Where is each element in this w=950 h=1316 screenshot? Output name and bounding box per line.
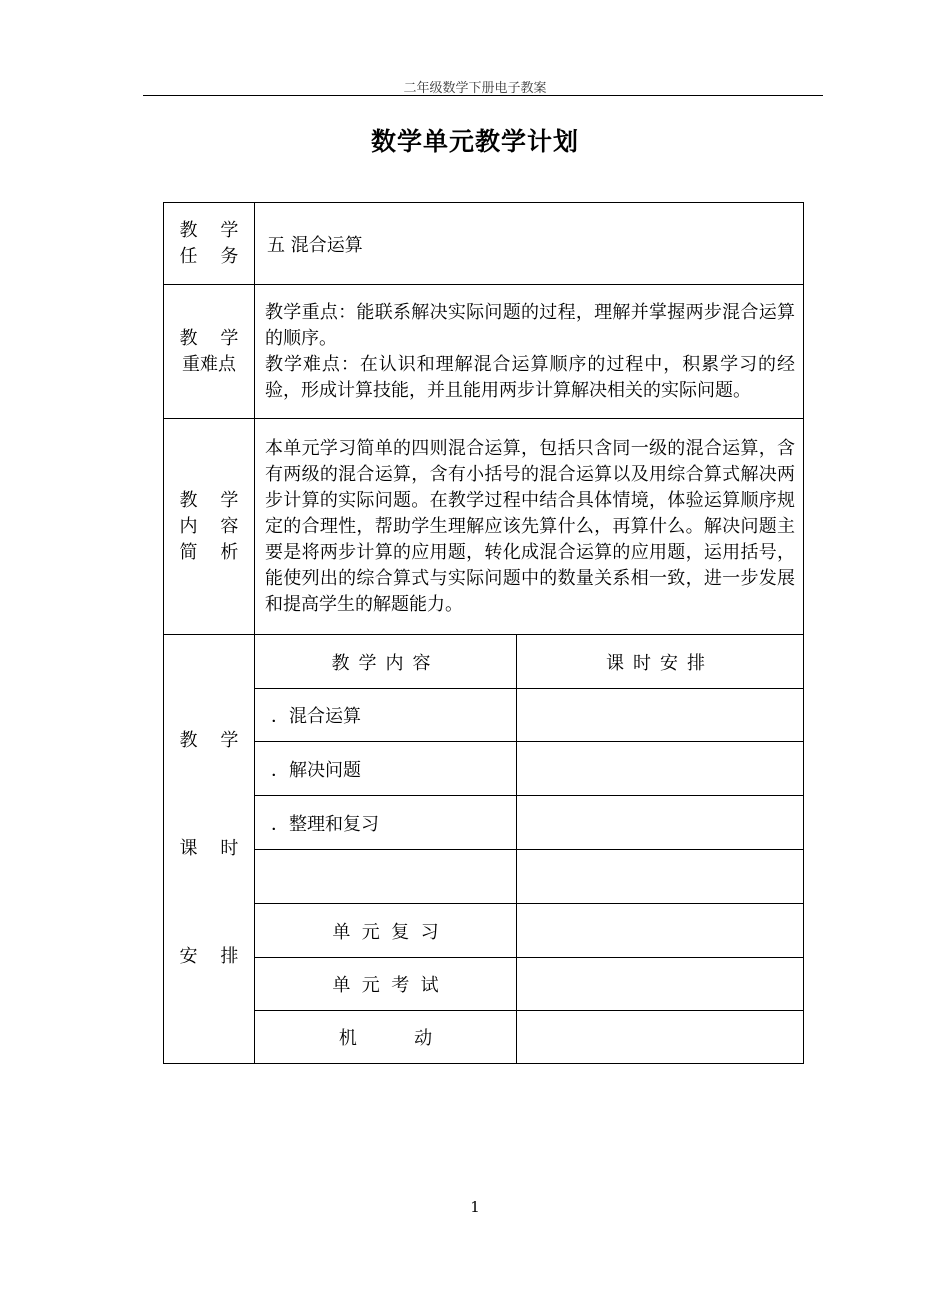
col-hours-header: 课时安排: [517, 635, 804, 689]
schedule-item: ．整理和复习: [255, 796, 517, 850]
table-row: [164, 850, 804, 904]
table-row: [164, 904, 804, 958]
header-rule: [143, 95, 823, 96]
table-row: [164, 742, 804, 796]
schedule-hours: [517, 796, 804, 850]
key-focus: 教学重点：能联系解决实际问题的过程，理解并掌握两步混合运算的顺序。: [265, 301, 796, 349]
unit-review-hours: [517, 904, 804, 958]
table-row: [164, 958, 804, 1011]
col-content-header: 教学内容: [255, 635, 517, 689]
row-content: [164, 419, 804, 635]
table-row: [164, 796, 804, 850]
schedule-header-row: [164, 635, 804, 689]
table-row: [164, 689, 804, 742]
page-title: 数学单元教学计划: [370, 127, 579, 156]
key-difficulty: 教学难点：在认识和理解混合运算顺序的过程中，积累学习的经验，形成计算技能，并且能用两步计算解决相关的实际问题。: [265, 353, 796, 401]
label-task: 教 学 任 务: [164, 203, 255, 285]
page-header: 二年级数学下册电子教案: [403, 81, 547, 96]
key-points-cell: [255, 285, 804, 419]
unit-exam: 单 元 考 试: [255, 958, 517, 1011]
schedule-hours: [517, 850, 804, 904]
plan-table: [163, 202, 804, 1064]
unit-review: 单 元 复 习: [255, 904, 517, 958]
table-row: [164, 1011, 804, 1064]
row-key-points: [164, 285, 804, 419]
schedule-hours: [517, 742, 804, 796]
unit-exam-hours: [517, 958, 804, 1011]
task-value: 五 混合运算: [255, 203, 804, 285]
flexible-hours: [517, 1011, 804, 1064]
schedule-hours: [517, 689, 804, 742]
schedule-item: ．混合运算: [255, 689, 517, 742]
schedule-item: ．解决问题: [255, 742, 517, 796]
label-schedule: 教 学 课 时 安 排: [164, 635, 255, 1064]
schedule-item: [255, 850, 517, 904]
row-task: [164, 203, 804, 285]
page-number: 1: [470, 1198, 480, 1216]
label-content: 教 学 内 容 简 析: [164, 419, 255, 635]
label-key-points: 教 学 重难点: [164, 285, 255, 419]
content-analysis: 本单元学习简单的四则混合运算，包括只含同一级的混合运算，含有两级的混合运算，含有小括号的混合运算以及用综合算式解决两步计算的实际问题。在教学过程中结合具体情境，体验运算顺序规定的合理性，帮助学生理解应该先算什么，再算什么。解决问题主要是将两步计算的应用题，转化成混合运算的应用题，运用括号，能使列出的综合算式与实际问题中的数量关系相一致，进一步发展和提高学生的解题能力。: [255, 419, 804, 635]
flexible: 机 动: [255, 1011, 517, 1064]
